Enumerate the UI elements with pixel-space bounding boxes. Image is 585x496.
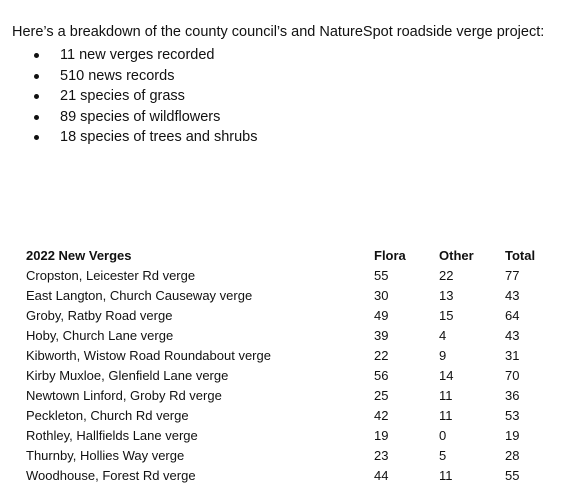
cell-flora: 44: [374, 468, 389, 483]
cell-total: 43: [505, 328, 520, 343]
cell-flora: 49: [374, 308, 389, 323]
cell-other: 13: [439, 288, 454, 303]
table-row: [24, 306, 553, 326]
cell-other: 14: [439, 368, 454, 383]
bullet-text: 89 species of wildflowers: [60, 108, 221, 125]
cell-total: 43: [505, 288, 520, 303]
table-row: [24, 326, 553, 346]
verges-table: [24, 246, 553, 486]
cell-flora: 30: [374, 288, 389, 303]
table-row: [24, 366, 553, 386]
table-row: [24, 386, 553, 406]
bullet-dot-icon: [34, 94, 39, 99]
cell-total: 19: [505, 428, 520, 443]
table-row: [24, 286, 553, 306]
cell-flora: 23: [374, 448, 389, 463]
cell-other: 4: [439, 328, 447, 343]
cell-total: 28: [505, 448, 520, 463]
cell-total: 77: [505, 268, 520, 283]
cell-total: 64: [505, 308, 520, 323]
bullet-item: [28, 127, 257, 148]
bullet-text: 21 species of grass: [60, 88, 185, 104]
bullet-dot-icon: [34, 115, 39, 120]
cell-total: 55: [505, 468, 520, 483]
cell-verge-name: Groby, Ratby Road verge: [26, 308, 173, 323]
header-other: Other: [439, 248, 474, 263]
cell-verge-name: East Langton, Church Causeway verge: [26, 288, 253, 303]
table-row: [24, 466, 553, 486]
cell-flora: 19: [374, 428, 389, 443]
bullet-item: [28, 107, 257, 128]
cell-total: 53: [505, 408, 520, 423]
cell-verge-name: Peckleton, Church Rd verge: [26, 408, 189, 423]
bullet-text: 18 species of trees and shrubs: [60, 129, 258, 145]
header-total: Total: [505, 248, 536, 263]
bullet-dot-icon: [34, 53, 39, 58]
table-row: [24, 266, 553, 286]
cell-other: 5: [439, 448, 447, 463]
cell-other: 22: [439, 268, 454, 283]
cell-other: 15: [439, 308, 454, 323]
cell-verge-name: Woodhouse, Forest Rd verge: [26, 468, 196, 483]
table-row: [24, 426, 553, 446]
cell-flora: 39: [374, 328, 389, 343]
cell-verge-name: Rothley, Hallfields Lane verge: [26, 428, 198, 443]
intro-paragraph: Here’s a breakdown of the county council’s and NatureSpot roadside verge project:: [12, 23, 545, 40]
header-verge-name: 2022 New Verges: [26, 248, 132, 263]
cell-flora: 22: [374, 348, 389, 363]
table-row: [24, 346, 553, 366]
cell-other: 0: [439, 428, 447, 443]
cell-verge-name: Thurnby, Hollies Way verge: [26, 448, 185, 463]
cell-other: 9: [439, 348, 447, 363]
cell-verge-name: Kirby Muxloe, Glenfield Lane verge: [26, 368, 229, 383]
table-row: [24, 406, 553, 426]
cell-total: 70: [505, 368, 520, 383]
summary-bullet-list: [28, 45, 257, 148]
cell-total: 36: [505, 388, 520, 403]
bullet-dot-icon: [34, 135, 39, 140]
cell-other: 11: [439, 408, 453, 423]
cell-other: 11: [439, 388, 453, 403]
cell-flora: 55: [374, 268, 389, 283]
cell-flora: 25: [374, 388, 389, 403]
bullet-text: 510 news records: [60, 67, 175, 84]
cell-verge-name: Hoby, Church Lane verge: [26, 328, 174, 343]
bullet-item: [28, 45, 257, 66]
bullet-item: [28, 66, 257, 87]
header-flora: Flora: [374, 248, 406, 263]
cell-flora: 42: [374, 408, 389, 423]
table-row: [24, 446, 553, 466]
cell-verge-name: Cropston, Leicester Rd verge: [26, 268, 196, 283]
bullet-text: 11 new verges recorded: [60, 47, 215, 63]
cell-total: 31: [505, 348, 520, 363]
cell-flora: 56: [374, 368, 389, 383]
bullet-dot-icon: [34, 74, 39, 79]
bullet-item: [28, 86, 257, 107]
cell-other: 11: [439, 468, 453, 483]
table-header-row: [24, 246, 553, 266]
cell-verge-name: Kibworth, Wistow Road Roundabout verge: [26, 348, 271, 363]
cell-verge-name: Newtown Linford, Groby Rd verge: [26, 388, 222, 403]
